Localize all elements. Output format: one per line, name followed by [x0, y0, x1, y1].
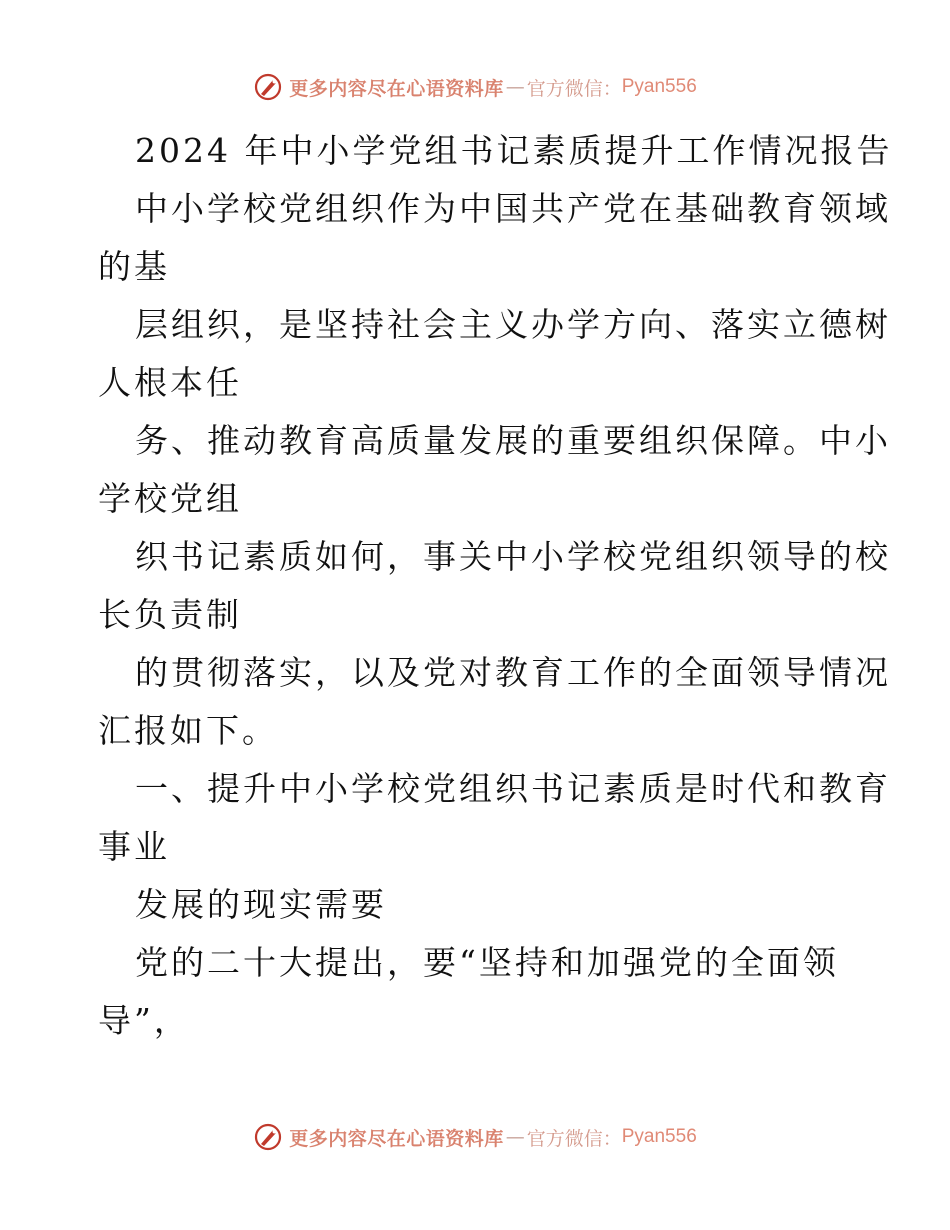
watermark-main-text: 更多内容尽在心语资料库 [289, 1127, 504, 1150]
text-line: 长负责制 [98, 595, 242, 634]
footer-watermark [0, 1122, 950, 1152]
watermark-main-text: 更多内容尽在心语资料库 [289, 77, 504, 100]
header-watermark [0, 72, 950, 102]
text-line: 中小学校党组织作为中国共产党在基础教育领域 [135, 189, 891, 228]
watermark-sub-text: 官方微信： [526, 1127, 622, 1150]
text-line: 发展的现实需要 [135, 885, 387, 924]
pen-logo-icon [253, 72, 283, 102]
text-line: 导”， [98, 1001, 190, 1040]
watermark-wechat-id: Pyan556 [621, 76, 697, 97]
section-heading: 一、提升中小学校党组织书记素质是时代和教育 [135, 769, 891, 808]
text-line: 事业 [98, 827, 170, 866]
text-line: 汇报如下。 [98, 711, 278, 750]
text-line: 的基 [98, 247, 170, 286]
watermark-wechat-id: Pyan556 [621, 1126, 697, 1147]
watermark-dash: — [505, 1126, 525, 1148]
pen-logo-icon [253, 1122, 283, 1152]
watermark-sub-text: 官方微信： [526, 77, 622, 100]
watermark-dash: — [505, 76, 525, 98]
text-line: 的贯彻落实，以及党对教育工作的全面领导情况 [135, 653, 891, 692]
document-body [98, 122, 893, 1050]
text-line: 党的二十大提出，要“坚持和加强党的全面领 [135, 943, 839, 982]
text-line: 务、推动教育高质量发展的重要组织保障。中小 [135, 421, 891, 460]
text-line: 人根本任 [98, 363, 242, 402]
text-line: 层组织，是坚持社会主义办学方向、落实立德树 [135, 305, 891, 344]
text-line: 织书记素质如何，事关中小学校党组织领导的校 [135, 537, 891, 576]
text-line: 学校党组 [98, 479, 242, 518]
document-title: 2024 年中小学党组书记素质提升工作情况报告 [135, 131, 893, 170]
